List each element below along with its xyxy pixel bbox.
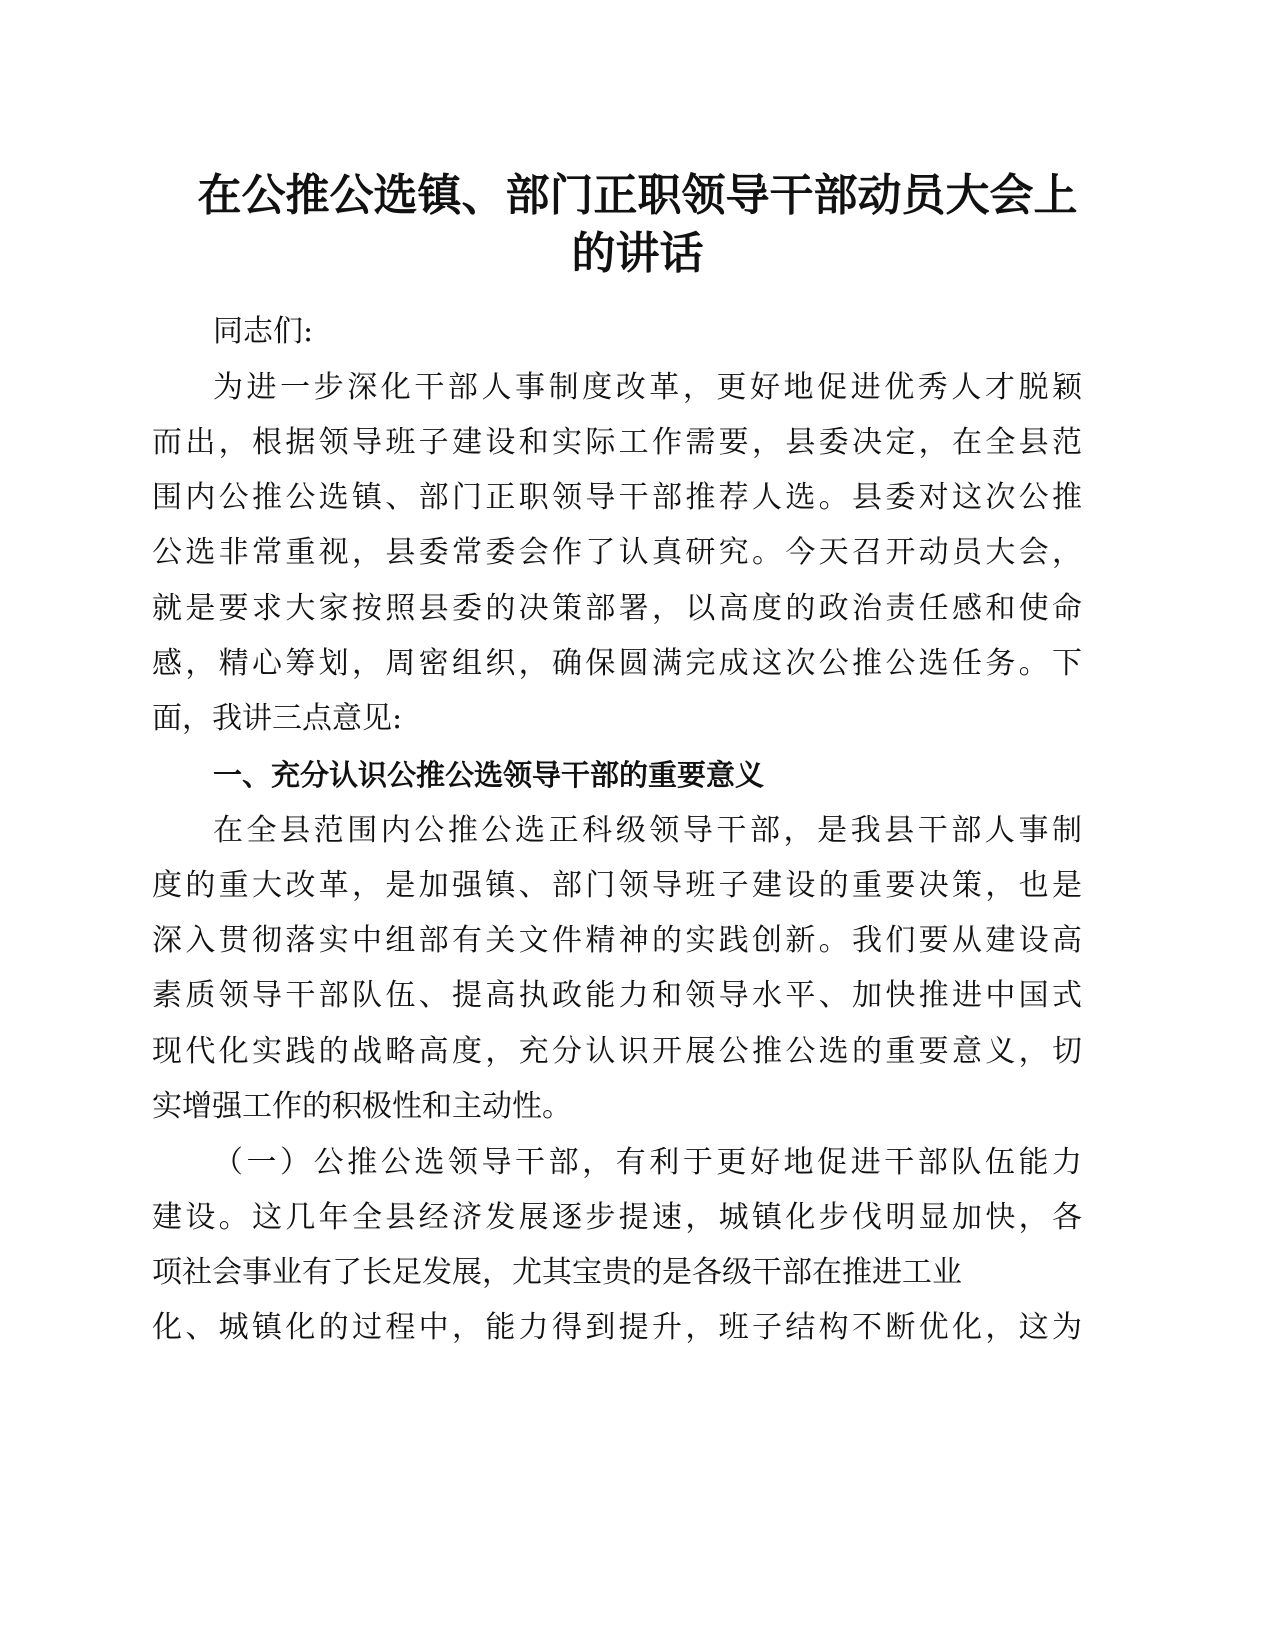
intro-line: 而出，根据领导班子建设和实际工作需要，县委决定，在全县范 bbox=[152, 425, 1082, 460]
document-title-line-2: 的讲话 bbox=[571, 228, 704, 279]
intro-line: 就是要求大家按照县委的决策部署，以高度的政治责任感和使命 bbox=[152, 591, 1082, 626]
section-line: 度的重大改革，是加强镇、部门领导班子建设的重要决策，也是 bbox=[152, 868, 1082, 903]
section-line: 在全县范围内公推公选正科级领导干部，是我县干部人事制 bbox=[213, 813, 1082, 848]
document-title-line-1: 在公推公选镇、部门正职领导干部动员大会上 bbox=[197, 170, 1078, 221]
subsection-line: 化、城镇化的过程中，能力得到提升，班子结构不断优化，这为 bbox=[152, 1310, 1082, 1345]
section-heading: 一、充分认识公推公选领导干部的重要意义 bbox=[213, 758, 765, 792]
subsection-line: 建设。这几年全县经济发展逐步提速，城镇化步伐明显加快，各 bbox=[152, 1200, 1082, 1235]
intro-line: 为进一步深化干部人事制度改革，更好地促进优秀人才脱颖 bbox=[213, 370, 1082, 405]
intro-line: 感，精心筹划，周密组织，确保圆满完成这次公推公选任务。下 bbox=[152, 646, 1082, 681]
salutation: 同志们: bbox=[213, 314, 314, 349]
intro-line: 围内公推公选镇、部门正职领导干部推荐人选。县委对这次公推 bbox=[152, 480, 1082, 515]
section-line: 深入贯彻落实中组部有关文件精神的实践创新。我们要从建设高 bbox=[152, 923, 1082, 958]
section-line: 实增强工作的积极性和主动性。 bbox=[152, 1089, 572, 1124]
section-line: 素质领导干部队伍、提高执政能力和领导水平、加快推进中国式 bbox=[152, 978, 1082, 1013]
subsection-lead-line: （一）公推公选领导干部，有利于更好地促进干部队伍能力 bbox=[213, 1145, 1082, 1180]
section-line: 现代化实践的战略高度，充分认识开展公推公选的重要意义，切 bbox=[152, 1034, 1082, 1069]
intro-line: 公选非常重视，县委常委会作了认真研究。今天召开动员大会， bbox=[152, 535, 1082, 570]
subsection-line: 项社会事业有了长足发展，尤其宝贵的是各级干部在推进工业 bbox=[152, 1255, 962, 1290]
intro-line: 面，我讲三点意见: bbox=[152, 701, 403, 736]
